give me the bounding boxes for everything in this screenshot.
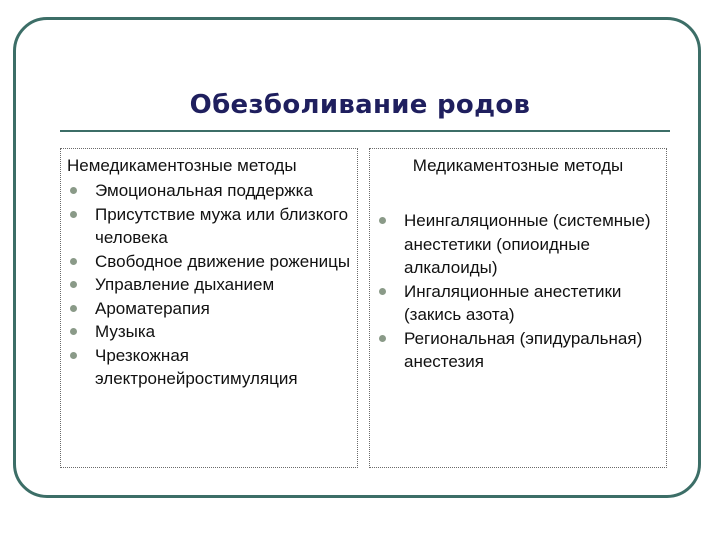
bullet-dot-icon xyxy=(70,281,77,288)
bullet-dot-icon xyxy=(70,352,77,359)
title-divider xyxy=(60,130,670,132)
list-item xyxy=(69,344,355,391)
list-item-text: Ароматерапия xyxy=(95,298,210,318)
bullet-dot-icon xyxy=(379,217,386,224)
non-drug-methods-list xyxy=(69,179,355,391)
list-item xyxy=(69,297,355,321)
list-item xyxy=(378,280,664,327)
list-item-text: Региональная (эпидуральная) анестезия xyxy=(404,328,643,371)
non-drug-methods-heading: Немедикаментозные методы xyxy=(67,156,297,175)
bullet-dot-icon xyxy=(70,187,77,194)
list-item-text: Чрезкожная электронейростимуляция xyxy=(95,345,298,388)
list-item-text: Управление дыханием xyxy=(95,275,275,294)
list-item-text: Ингаляционные анестетики (закись азота) xyxy=(404,281,622,324)
list-item xyxy=(69,320,355,344)
drug-methods-heading: Медикаментозные методы xyxy=(412,156,624,175)
list-item-text: Музыка xyxy=(95,322,156,341)
slide-title: Обезболивание родов xyxy=(189,90,531,120)
bullet-dot-icon xyxy=(70,328,77,335)
list-item xyxy=(378,209,664,280)
drug-methods-panel xyxy=(369,148,667,468)
list-item xyxy=(69,250,355,274)
bullet-dot-icon xyxy=(70,258,77,265)
list-item xyxy=(69,203,355,250)
bullet-dot-icon xyxy=(379,288,386,295)
drug-methods-list xyxy=(378,209,664,374)
list-item-text: Эмоциональная поддержка xyxy=(95,181,313,200)
non-drug-methods-panel xyxy=(60,148,358,468)
list-item-text: Присутствие мужа или близкого человека xyxy=(95,204,349,247)
list-item-text: Неингаляционные (системные) анестетики (опиоидные алкалоиды) xyxy=(404,211,651,277)
bullet-dot-icon xyxy=(70,211,77,218)
bullet-dot-icon xyxy=(379,335,386,342)
list-item xyxy=(378,327,664,374)
bullet-dot-icon xyxy=(70,305,77,312)
list-item-text: Свободное движение роженицы xyxy=(95,251,351,271)
list-item xyxy=(69,273,355,297)
list-item xyxy=(69,179,355,203)
